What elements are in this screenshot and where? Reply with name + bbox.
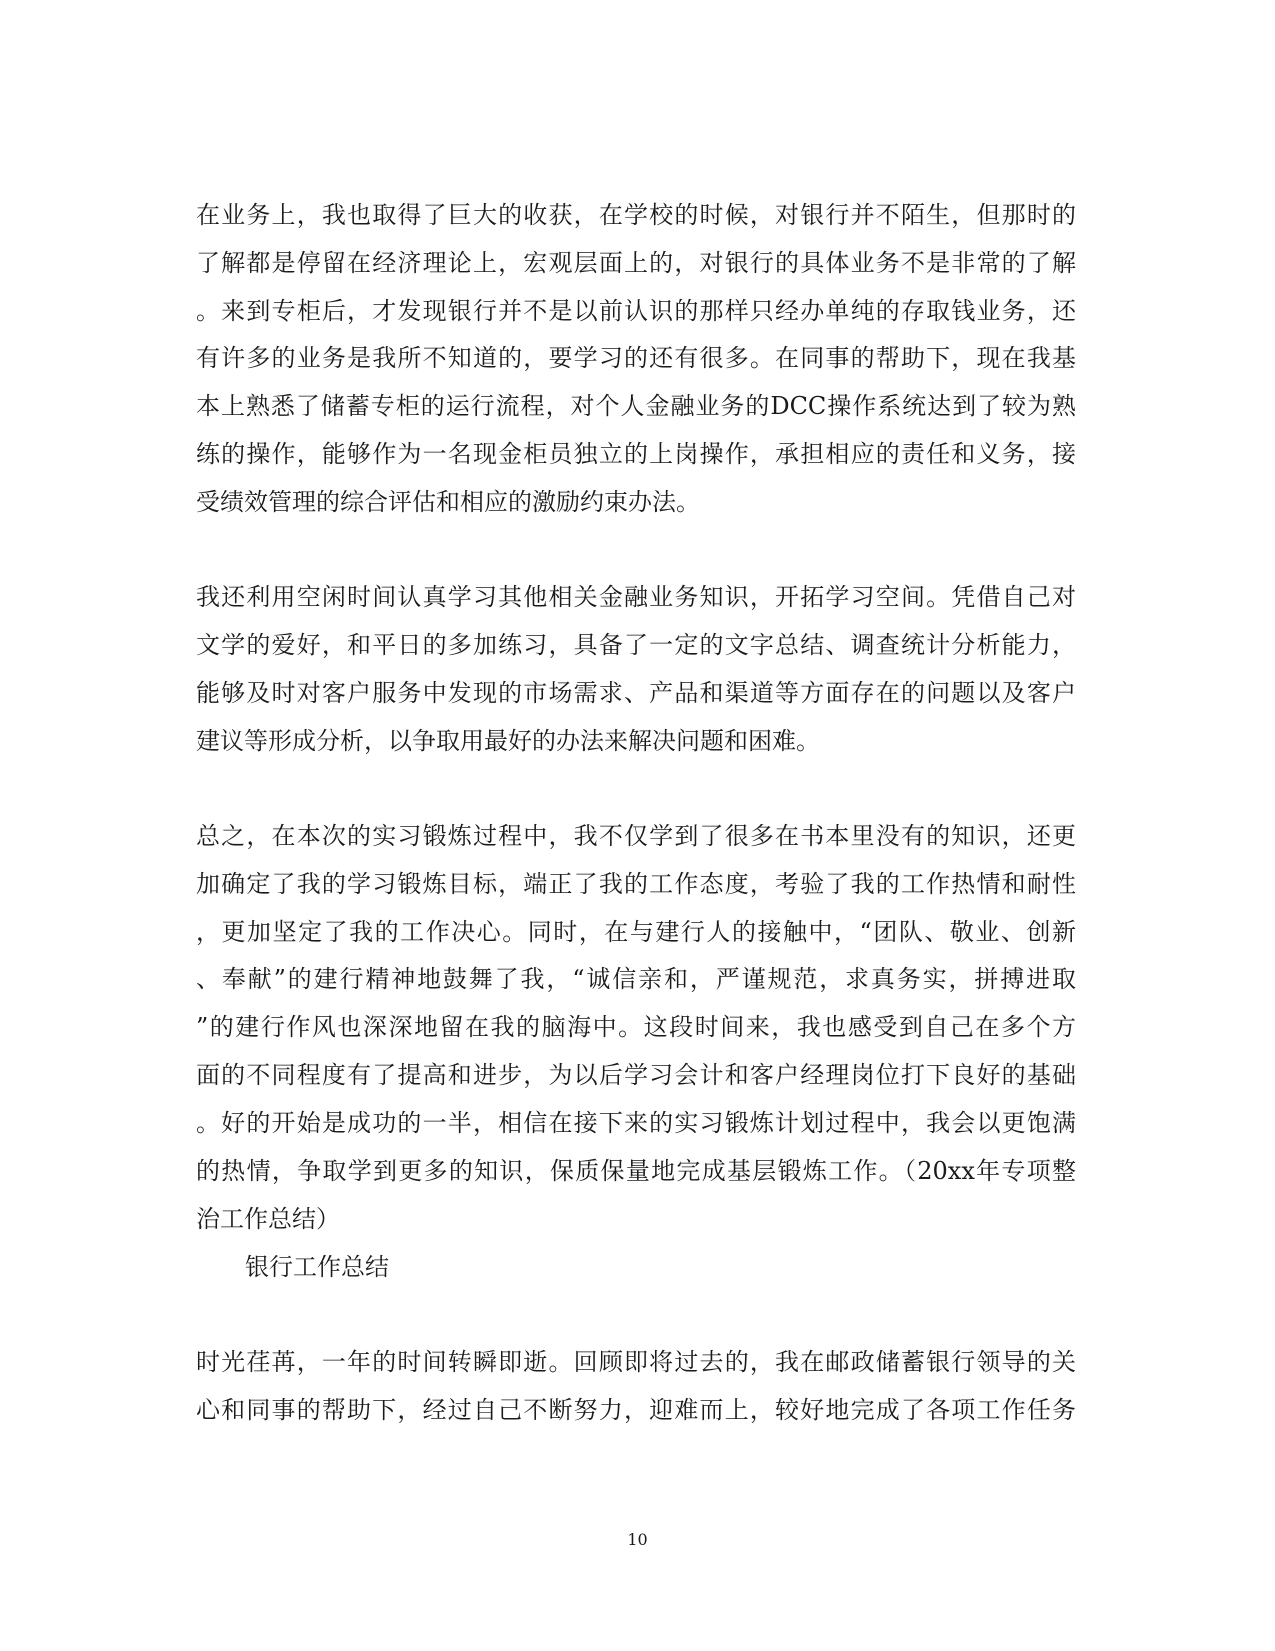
paragraph-3-line-6: 面的不同程度有了提高和进步，为以后学习会计和客户经理岗位打下良好的基础 xyxy=(196,1061,1076,1089)
section-heading: 银行工作总结 xyxy=(245,1253,389,1281)
paragraph-4-line-1: 时光荏苒，一年的时间转瞬即逝。回顾即将过去的，我在邮政储蓄银行领导的关 xyxy=(196,1348,1076,1376)
paragraph-3-line-8: 的热情，争取学到更多的知识，保质保量地完成基层锻炼工作。（20xx年专项整 xyxy=(196,1157,1076,1185)
paragraph-3-line-1: 总之，在本次的实习锻炼过程中，我不仅学到了很多在书本里没有的知识，还更 xyxy=(196,822,1076,850)
paragraph-3-line-3: ，更加坚定了我的工作决心。同时，在与建行人的接触中，“团队、敬业、创新 xyxy=(196,918,1076,946)
paragraph-2-line-3: 能够及时对客户服务中发现的市场需求、产品和渠道等方面存在的问题以及客户 xyxy=(196,679,1076,707)
paragraph-1-line-2: 了解都是停留在经济理论上，宏观层面上的，对银行的具体业务不是非常的了解 xyxy=(196,249,1076,277)
paragraph-2-line-4: 建议等形成分析，以争取用最好的办法来解决问题和困难。 xyxy=(196,727,820,755)
paragraph-1-line-7: 受绩效管理的综合评估和相应的激励约束办法。 xyxy=(196,488,700,516)
paragraph-3-line-7: 。好的开始是成功的一半，相信在接下来的实习锻炼计划过程中，我会以更饱满 xyxy=(196,1109,1076,1137)
paragraph-2-line-2: 文学的爱好，和平日的多加练习，具备了一定的文字总结、调查统计分析能力， xyxy=(196,631,1076,659)
page-number: 10 xyxy=(627,1530,648,1549)
paragraph-3-line-4: 、奉献”的建行精神地鼓舞了我，“诚信亲和，严谨规范，求真务实，拼搏进取 xyxy=(196,965,1076,993)
paragraph-1-line-3: 。来到专柜后，才发现银行并不是以前认识的那样只经办单纯的存取钱业务，还 xyxy=(196,297,1076,325)
paragraph-1-line-1: 在业务上，我也取得了巨大的收获，在学校的时候，对银行并不陌生，但那时的 xyxy=(196,201,1076,229)
paragraph-2-line-1: 我还利用空闲时间认真学习其他相关金融业务知识，开拓学习空间。凭借自己对 xyxy=(196,583,1076,611)
paragraph-3-line-9: 治工作总结） xyxy=(196,1205,340,1233)
paragraph-4-line-2: 心和同事的帮助下，经过自己不断努力，迎难而上，较好地完成了各项工作任务 xyxy=(196,1396,1076,1424)
paragraph-1-line-5: 本上熟悉了储蓄专柜的运行流程，对个人金融业务的DCC操作系统达到了较为熟 xyxy=(196,392,1076,420)
paragraph-1-line-4: 有许多的业务是我所不知道的，要学习的还有很多。在同事的帮助下，现在我基 xyxy=(196,344,1076,372)
paragraph-1-line-6: 练的操作，能够作为一名现金柜员独立的上岗操作，承担相应的责任和义务，接 xyxy=(196,440,1076,468)
paragraph-3-line-5: ”的建行作风也深深地留在我的脑海中。这段时间来，我也感受到自己在多个方 xyxy=(196,1013,1076,1041)
paragraph-3-line-2: 加确定了我的学习锻炼目标，端正了我的工作态度，考验了我的工作热情和耐性 xyxy=(196,870,1076,898)
